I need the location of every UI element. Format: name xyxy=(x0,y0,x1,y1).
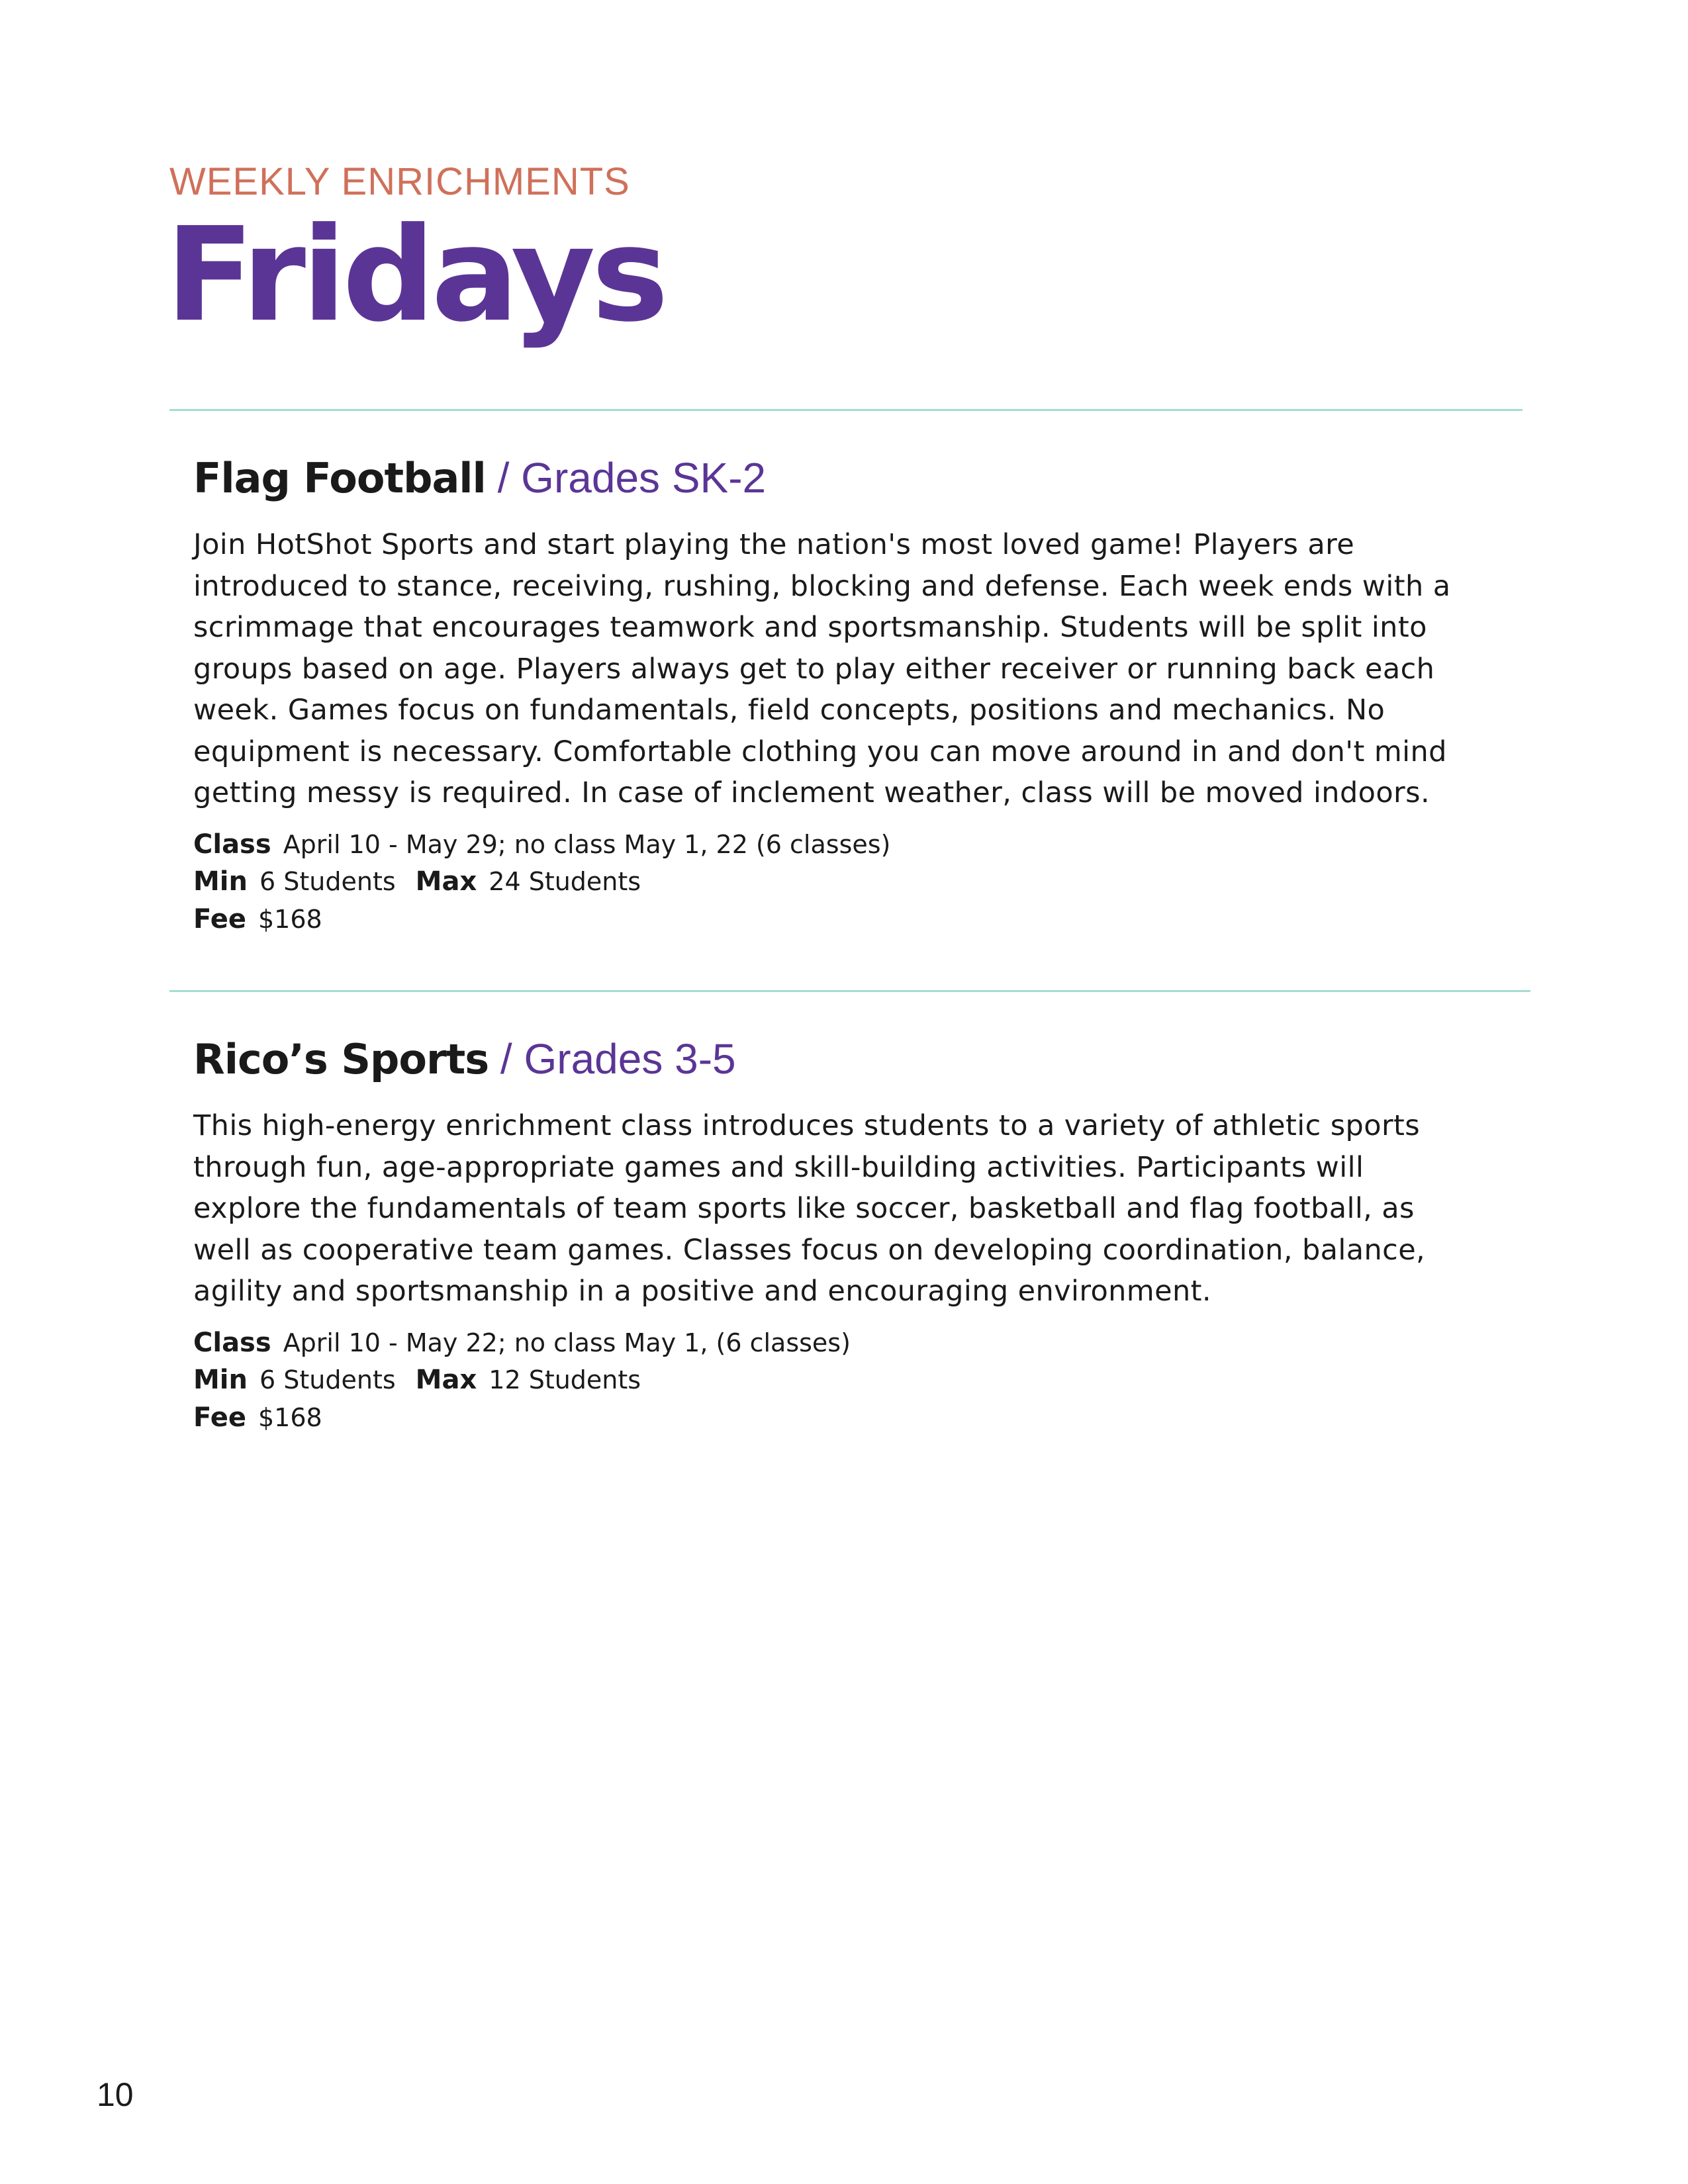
class-details xyxy=(193,1324,1517,1437)
class-dates-row xyxy=(193,826,1517,864)
class-listing-flag-football xyxy=(193,453,1517,938)
max-label: Max xyxy=(415,1365,477,1395)
min-value: 6 Students xyxy=(259,1365,396,1394)
min-label: Min xyxy=(193,866,248,897)
class-listing-ricos-sports xyxy=(193,1034,1517,1436)
description-line: introduced to stance, receiving, rushing, blocking and defense. Each week ends with a xyxy=(193,569,1451,603)
fee-value: $168 xyxy=(258,1402,322,1432)
description-line: Join HotShot Sports and start playing the nation's most loved game! Players are xyxy=(193,528,1355,561)
capacity-row xyxy=(193,1361,1517,1399)
class-name: Flag Football xyxy=(193,454,486,502)
description-line: This high-energy enrichment class introduces students to a variety of athletic sports xyxy=(193,1109,1421,1142)
class-dates-value: April 10 - May 29; no class May 1, 22 (6 classes) xyxy=(283,829,891,859)
class-dates-row xyxy=(193,1324,1517,1362)
class-name: Rico’s Sports xyxy=(193,1035,489,1083)
capacity-row xyxy=(193,863,1517,901)
class-label: Class xyxy=(193,1327,271,1358)
max-label: Max xyxy=(415,866,477,897)
description-line: equipment is necessary. Comfortable clothing you can move around in and don't mind xyxy=(193,735,1447,768)
min-label: Min xyxy=(193,1365,248,1395)
description-line: scrimmage that encourages teamwork and sportsmanship. Students will be split into xyxy=(193,611,1427,644)
divider xyxy=(169,990,1530,992)
description-line: well as cooperative team games. Classes focus on developing coordination, balance, xyxy=(193,1233,1426,1267)
fee-row xyxy=(193,1399,1517,1437)
class-grades: / Grades SK-2 xyxy=(485,454,767,502)
class-heading xyxy=(193,453,1517,503)
description-line: through fun, age-appropriate games and skill-building activities. Participants will xyxy=(193,1150,1364,1184)
fee-label: Fee xyxy=(193,1402,246,1433)
class-heading xyxy=(193,1034,1517,1084)
class-dates-value: April 10 - May 22; no class May 1, (6 classes) xyxy=(283,1328,851,1357)
fee-value: $168 xyxy=(258,904,322,934)
max-value: 24 Students xyxy=(489,867,641,896)
fee-label: Fee xyxy=(193,903,246,934)
class-details xyxy=(193,826,1517,938)
class-grades: / Grades 3-5 xyxy=(489,1035,736,1083)
max-value: 12 Students xyxy=(489,1365,641,1394)
class-label: Class xyxy=(193,829,271,860)
divider xyxy=(169,409,1523,411)
class-description xyxy=(193,524,1491,814)
description-line: explore the fundamentals of team sports like soccer, basketball and flag football, as xyxy=(193,1192,1415,1225)
fee-row xyxy=(193,901,1517,938)
description-line: week. Games focus on fundamentals, field concepts, positions and mechanics. No xyxy=(193,694,1385,727)
min-value: 6 Students xyxy=(259,867,396,896)
class-description xyxy=(193,1105,1491,1312)
description-line: agility and sportsmanship in a positive and encouraging environment. xyxy=(193,1275,1211,1308)
description-line: getting messy is required. In case of inclement weather, class will be moved indoors. xyxy=(193,776,1430,809)
page-number: 10 xyxy=(97,2076,134,2113)
page-title: Fridays xyxy=(165,200,665,351)
section-eyebrow: WEEKLY ENRICHMENTS xyxy=(169,160,630,203)
description-line: groups based on age. Players always get to play either receiver or running back each xyxy=(193,652,1435,686)
